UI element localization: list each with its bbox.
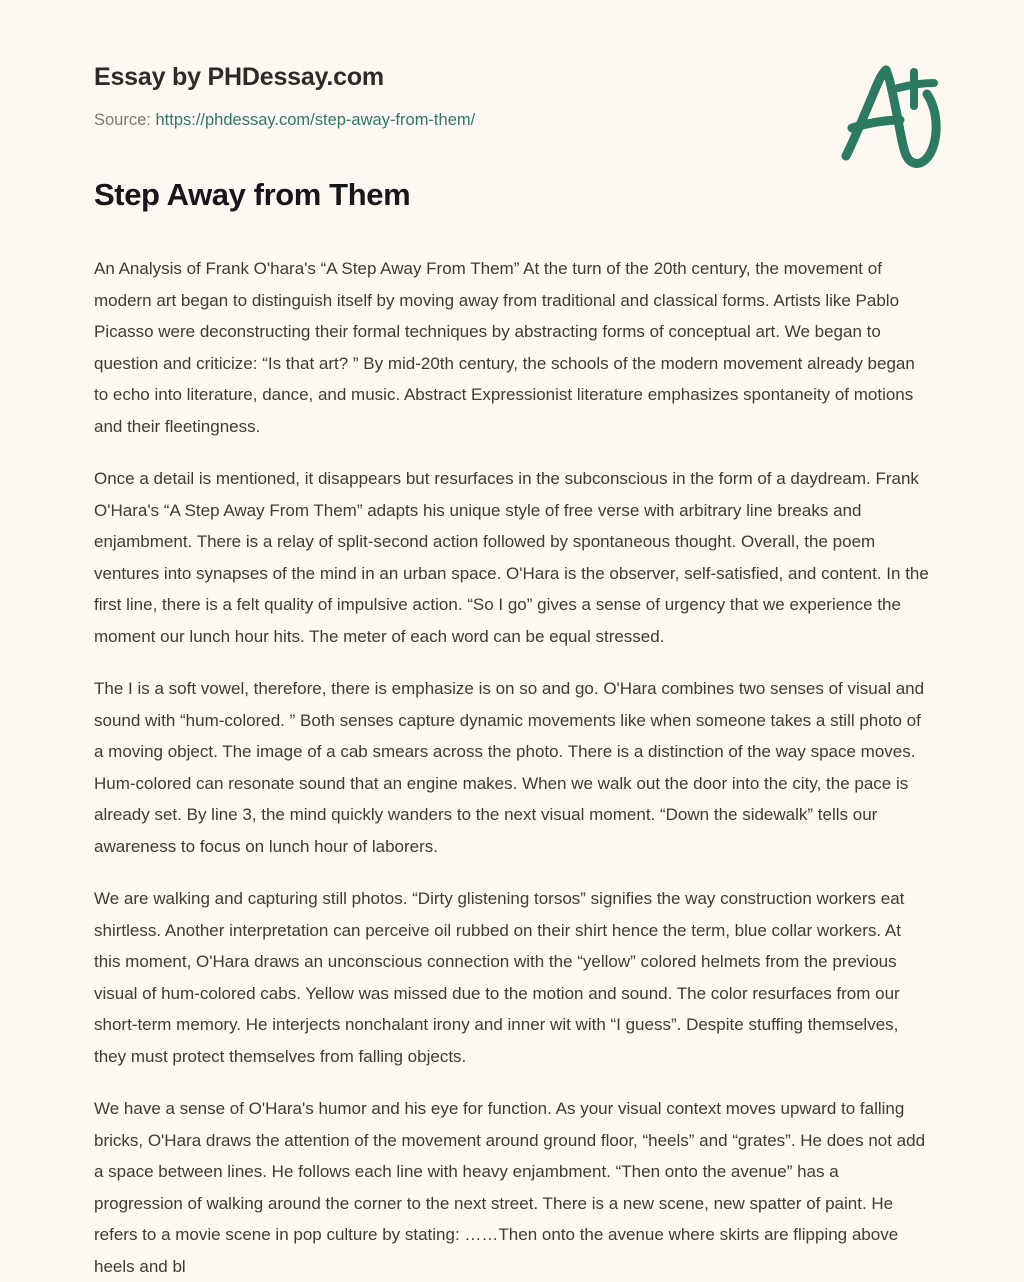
paragraph: The I is a soft vowel, therefore, there is emphasize is on so and go. O'Hara combines two senses of visual and sound with “hum-colored. ” Both senses capture dynamic movements like when someone takes a still photo of a moving object. The image of a cab smears across the photo. There is a distinction of the way space moves. Hum-colored can resonate sound that an engine makes. When we walk out the door into the city, the pace is already set. By line 3, the mind quickly wanders to the next visual moment. “Down the sidewalk” tells our awareness to focus on lunch hour of laborers. [94,679,925,856]
paragraph: We have a sense of O'Hara's humor and his eye for function. As your visual context moves upward to falling bricks, O'Hara draws the attention of the movement around ground floor, “heels” and “grates”. He does not add a space between lines. He follows each line with heavy enjambment. “Then onto the avenue” has a progression of walking around the corner to the next street. There is a new scene, new spatter of paint. He refers to a movie scene in pop culture by stating: ……Then onto the avenue where skirts are flipping above heels and bl [94,1099,926,1276]
brand-title: Essay by PHDessay.com [94,63,384,91]
a-plus-icon [830,58,950,174]
page-title: Step Away from Them [94,177,411,213]
phdessay-a-plus-logo [830,58,950,174]
source-line [94,110,930,131]
article [94,176,930,1282]
source-url-link[interactable]: https://phdessay.com/step-away-from-them/ [155,111,476,129]
source-label: Source: [94,111,151,129]
paragraph: We are walking and capturing still photos. “Dirty glistening torsos” signifies the way construction workers eat shirtless. Another interpretation can perceive oil rubbed on their shirt hence the term, blue collar workers. At this moment, O'Hara draws an unconscious connection with the “yellow” colored helmets from the previous visual of hum-colored cabs. Yellow was missed due to the motion and sound. The color resurfaces from our short-term memory. He interjects nonchalant irony and inner wit with “I guess”. Despite stuffing themselves, they must protect themselves from falling objects. [94,889,905,1066]
paragraph: Once a detail is mentioned, it disappears but resurfaces in the subconscious in the form of a daydream. Frank O'Hara's “A Step Away From Them” adapts his unique style of free verse with arbitrary line breaks and enjambment. There is a relay of split-second action followed by spontaneous thought. Overall, the poem ventures into synapses of the mind in an urban space. O'Hara is the observer, self-satisfied, and content. In the first line, there is a felt quality of impulsive action. “So I go” gives a sense of urgency that we experience the moment our lunch hour hits. The meter of each word can be equal stressed. [94,469,929,646]
paragraph: An Analysis of Frank O'hara's “A Step Away From Them” At the turn of the 20th century, the movement of modern art began to distinguish itself by moving away from traditional and classical forms. Artists like Pablo Picasso were deconstructing their formal techniques by abstracting forms of conceptual art. We began to question and criticize: “Is that art? ” By mid-20th century, the schools of the modern movement already began to echo into literature, dance, and music. Abstract Expressionist literature emphasizes spontaneity of motions and their fleetingness. [94,259,915,436]
masthead [94,0,930,131]
article-body [94,253,930,1282]
